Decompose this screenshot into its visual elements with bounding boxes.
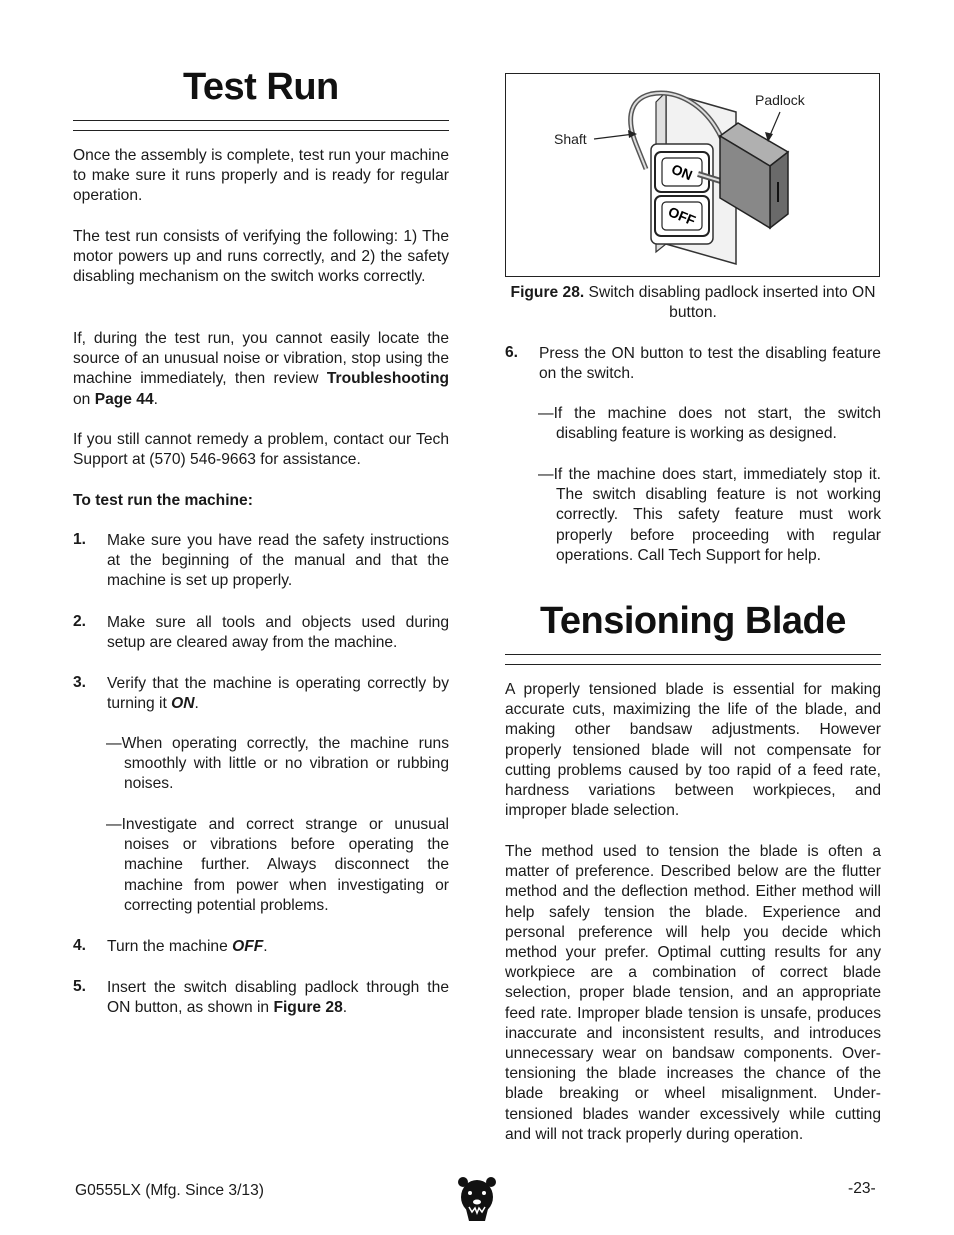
- paragraph: The test run consists of verifying the following: 1) The motor powers up and runs correctly, and 2) the safety disabling mechanism on the switch works correctly.: [73, 228, 449, 286]
- step-number: 3.: [73, 674, 87, 691]
- paragraph: Once the assembly is complete, test run your machine to make sure it runs properly and is ready for regular operation.: [73, 147, 449, 205]
- step-note: —If the machine does start, immediately stop it. The switch disabling feature is not working correctly. This safety feature must work properly before proceeding with regular operations. Call Tech Support for help.: [538, 466, 881, 564]
- paragraph: If you still cannot remedy a problem, contact our Tech Support at (570) 546-9663 for assistance.: [73, 431, 449, 469]
- text: If, during the test run, you cannot easily locate the source of an unusual noise or vibration, stop using the machine immediately, then review: [73, 330, 449, 388]
- off-button-graphic: [655, 196, 709, 236]
- figure-reference: Figure 28: [273, 999, 343, 1017]
- emphasis-off: OFF: [232, 938, 264, 955]
- subheading: To test run the machine:: [73, 492, 253, 509]
- grizzly-bear-logo: [457, 1175, 497, 1223]
- paragraph: [73, 329, 449, 410]
- step-text: Press the ON button to test the disabling feature on the switch.: [539, 345, 881, 383]
- footer-page-number: -23-: [848, 1180, 876, 1197]
- paragraph: A properly tensioned blade is essential for making accurate cuts, maximizing the life of the blade, and making other bandsaw adjustments. However properly tensioned blade will not compensate for cutting problems caused by too rapid of a feed rate, hardness variations between workpieces, and improper blade selection.: [505, 681, 881, 820]
- step-text: [107, 978, 449, 1018]
- text: .: [194, 695, 199, 713]
- text: Turn the machine: [107, 938, 233, 955]
- padlock-switch-illustration: [506, 74, 878, 275]
- title-rule: [73, 120, 449, 131]
- figure-caption: [505, 283, 881, 323]
- emphasis-on: ON: [171, 695, 195, 713]
- off-label: OFF: [666, 203, 698, 229]
- text: Verify that the machine is operating correctly by turning it: [107, 675, 449, 713]
- padlock-label: Padlock: [755, 92, 805, 108]
- text: .: [153, 390, 158, 408]
- text: .: [263, 938, 268, 955]
- step-number: 1.: [73, 531, 87, 548]
- section-title-tensioning-blade: Tensioning Blade: [540, 600, 846, 642]
- footer-model: G0555LX (Mfg. Since 3/13): [75, 1182, 264, 1199]
- shaft-label: Shaft: [554, 131, 587, 147]
- text: .: [342, 999, 348, 1017]
- step-text: [107, 674, 449, 714]
- caption-text: Switch disabling padlock inserted into ON button.: [584, 284, 876, 321]
- step-number: 4.: [73, 937, 87, 954]
- paragraph: The method used to tension the blade is often a matter of preference. Described below are the flutter method and the deflection method. Either method will help safely tension the blade. Experience and personal preference will help you decide which method your prefer. Optimal cutting results for any workpiece are a combination of correct blade selection, proper blade tension, and an appropriate feed rate. Improper blade tension is unsafe, produces inaccurate and inconsistent results, and introduces unnecessary wear on bandsaw components. Over-tensioning the blade increases the chance of the blade breaking or wheel misalignment. Under-tensioned blades wander excessively while cutting and will not track properly during operation.: [505, 843, 881, 1143]
- step-text: [107, 937, 449, 957]
- link-troubleshooting: Troubleshooting: [326, 370, 449, 388]
- text: on: [73, 390, 95, 408]
- step-note: —When operating correctly, the machine runs smoothly with little or no vibration or rubbing noises.: [106, 735, 449, 793]
- step-note: —Investigate and correct strange or unusual noises or vibrations before operating the machine further. Always disconnect the machine from power when investigating or correcting potential problems.: [106, 816, 449, 914]
- title-rule: [505, 654, 881, 665]
- step-number: 2.: [73, 613, 87, 630]
- step-text: Make sure all tools and objects used during setup are cleared away from the machine.: [107, 614, 449, 652]
- figure-28: [505, 73, 880, 277]
- step-number: 5.: [73, 978, 87, 995]
- caption-label: Figure 28.: [510, 284, 585, 301]
- on-label: ON: [669, 160, 695, 184]
- step-text: Make sure you have read the safety instructions at the beginning of the manual and that the machine is set up properly.: [107, 532, 449, 590]
- step-note: —If the machine does not start, the switch disabling feature is working as designed.: [538, 405, 881, 443]
- link-page: Page 44: [94, 390, 154, 408]
- text: Insert the switch disabling padlock through the ON button, as shown in: [107, 979, 449, 1017]
- section-title-test-run: Test Run: [183, 66, 339, 108]
- step-number: 6.: [505, 344, 519, 361]
